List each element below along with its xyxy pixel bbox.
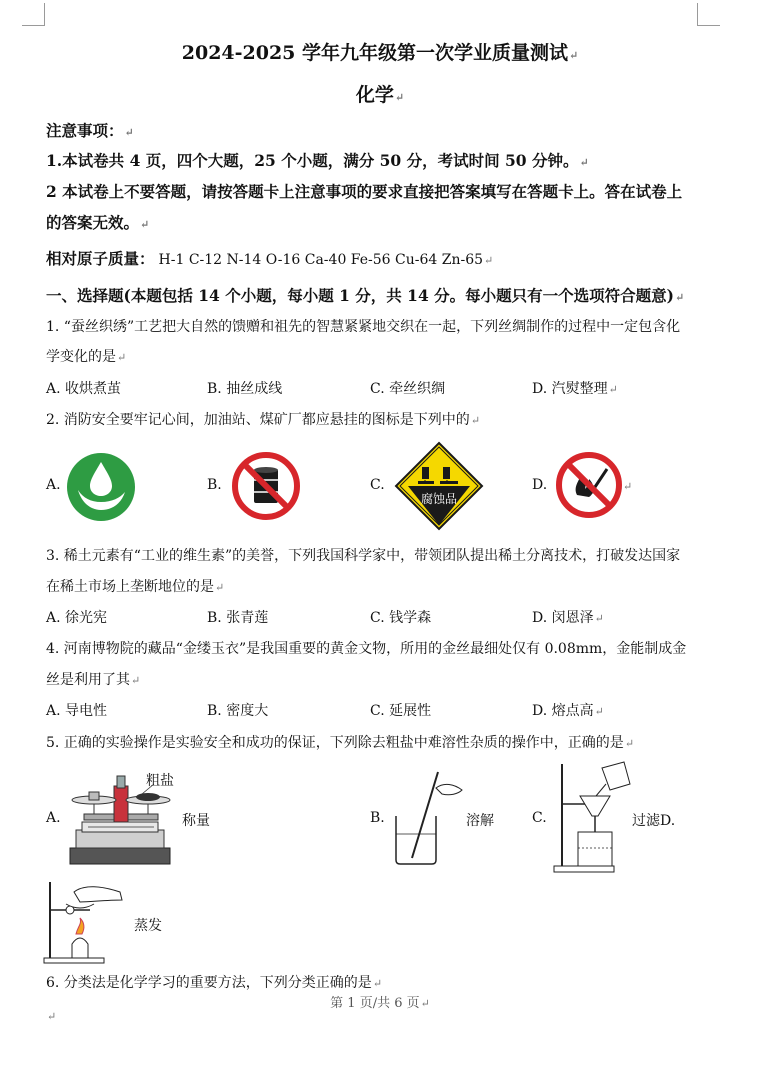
flammable-liquid-icon bbox=[66, 452, 136, 522]
dissolving-label bbox=[466, 810, 494, 830]
crude-salt-label bbox=[146, 770, 174, 790]
question-1-stem-line-1 bbox=[46, 316, 680, 336]
question-3-option-d bbox=[532, 607, 604, 627]
question-1-stem-line-2 bbox=[46, 346, 126, 366]
paragraph-mark: ↵ bbox=[579, 156, 589, 169]
question-6-text: 6. 分类法是化学学习的重要方法，下列分类正确的是 bbox=[46, 975, 372, 991]
paragraph-mark: ↵ bbox=[420, 997, 430, 1010]
option-d-text: D. 汽熨整理 bbox=[532, 381, 608, 397]
atomic-mass-line bbox=[46, 247, 493, 269]
paragraph-mark: ↵ bbox=[569, 49, 579, 62]
filtration-apparatus-figure bbox=[552, 760, 632, 874]
no-oil-drum-icon bbox=[231, 451, 301, 521]
page-number: 第 1 页/共 6 页 bbox=[330, 996, 420, 1011]
paragraph-mark: ↵ bbox=[372, 977, 383, 990]
question-5-option-a bbox=[46, 810, 61, 826]
section-1-heading-text: 一、选择题(本题包括 14 个小题，每小题 1 分，共 14 分。每小题只有一个选项符合题意) bbox=[46, 286, 674, 305]
question-5-text: 5. 正确的实验操作是实验安全和成功的保证，下列除去粗盐中难溶性杂质的操作中，正确的是 bbox=[46, 735, 624, 751]
notes-item-2-text: 2 本试卷上不要答题，请按答题卡上注意事项的要求直接把答案填写在答题卡上。答在试卷上 bbox=[46, 182, 683, 201]
question-4-text-cont: 丝是利用了其 bbox=[46, 672, 130, 688]
question-3-option-b bbox=[207, 607, 268, 627]
question-3-text-cont: 在稀土市场上垄断地位的是 bbox=[46, 579, 214, 595]
option-c-text: C. 钱学森 bbox=[370, 610, 432, 626]
question-3-stem-line-1 bbox=[46, 545, 680, 565]
option-b-text: B. bbox=[370, 810, 385, 826]
paragraph-mark: ↵ bbox=[624, 737, 635, 750]
weighing-label-text: 称量 bbox=[182, 813, 210, 829]
corrosive-warning-icon bbox=[394, 441, 484, 531]
exam-title bbox=[0, 38, 760, 65]
question-3-stem-line-2 bbox=[46, 576, 224, 596]
option-d-text: D. 闵恩泽 bbox=[532, 610, 594, 626]
question-1-option-b bbox=[207, 378, 282, 398]
section-1-heading bbox=[46, 284, 684, 306]
corner-mark-top-right bbox=[697, 3, 720, 26]
evaporation-apparatus-figure bbox=[44, 880, 140, 964]
option-a-text: A. 导电性 bbox=[46, 703, 108, 719]
paragraph-mark: ↵ bbox=[484, 254, 494, 267]
paragraph-mark: ↵ bbox=[470, 414, 481, 427]
notes-heading-text: 注意事项： bbox=[46, 121, 124, 140]
notes-item-2-line-2 bbox=[46, 211, 149, 233]
question-1-option-d bbox=[532, 378, 618, 398]
corner-mark-top-left bbox=[22, 3, 45, 26]
evaporation-label bbox=[134, 915, 162, 935]
page-footer bbox=[0, 992, 760, 1011]
paragraph-mark: ↵ bbox=[117, 351, 127, 364]
evaporation-label-text: 蒸发 bbox=[134, 918, 162, 934]
atomic-mass-label: 相对原子质量： bbox=[46, 249, 155, 268]
paragraph-mark: ↵ bbox=[131, 674, 141, 687]
notes-item-2-line-1 bbox=[46, 180, 682, 202]
filtration-label bbox=[632, 810, 675, 830]
question-5-option-b bbox=[370, 810, 385, 826]
atomic-mass-values: H-1 C-12 N-14 O-16 Ca-40 Fe-56 Cu-64 Zn-65 bbox=[158, 252, 484, 268]
question-1-option-a bbox=[46, 378, 121, 398]
notes-heading bbox=[46, 119, 134, 141]
paragraph-mark: ↵ bbox=[140, 218, 150, 231]
option-c-text: C. 延展性 bbox=[370, 703, 432, 719]
question-4-option-b bbox=[207, 700, 268, 720]
option-a-text: A. 收烘煮茧 bbox=[46, 381, 122, 397]
option-a-text: A. bbox=[46, 477, 61, 493]
option-c-text: C. bbox=[370, 477, 385, 493]
paragraph-mark: ↵ bbox=[674, 291, 685, 304]
question-6-stem bbox=[46, 972, 382, 992]
question-2-stem bbox=[46, 409, 480, 429]
question-1-option-c bbox=[370, 378, 445, 398]
exam-title-text: 2024-2025 学年九年级第一次学业质量测试 bbox=[181, 42, 569, 64]
weighing-label bbox=[182, 810, 210, 830]
paragraph-mark: ↵ bbox=[394, 91, 405, 104]
question-2-option-a bbox=[46, 477, 61, 493]
option-a-text: A. 徐光宪 bbox=[46, 610, 108, 626]
question-4-stem-line-1 bbox=[46, 638, 686, 658]
question-5-stem bbox=[46, 732, 634, 752]
question-4-stem-line-2 bbox=[46, 669, 140, 689]
question-4-option-d bbox=[532, 700, 604, 720]
option-b-text: B. 张青莲 bbox=[207, 610, 269, 626]
question-4-option-a bbox=[46, 700, 107, 720]
question-3-text: 3. 稀土元素有“工业的维生素”的美誉，下列我国科学家中，带领团队提出稀土分离技术，打破发达国家 bbox=[46, 548, 681, 564]
subject-title bbox=[0, 80, 760, 107]
question-2-option-b bbox=[207, 477, 222, 493]
corrosive-label-text: 腐蚀品 bbox=[420, 492, 457, 506]
paragraph-mark: ↵ bbox=[215, 581, 225, 594]
question-4-option-c bbox=[370, 700, 431, 720]
no-open-flame-icon bbox=[555, 451, 623, 519]
filtration-label-text: 过滤 bbox=[632, 813, 660, 829]
option-b-text: B. bbox=[207, 477, 222, 493]
question-2-text: 2. 消防安全要牢记心间，加油站、煤矿厂都应悬挂的图标是下列中的 bbox=[46, 412, 470, 428]
question-3-option-a bbox=[46, 607, 107, 627]
corrosive-label bbox=[415, 490, 463, 507]
question-2-option-c bbox=[370, 477, 385, 493]
paragraph-mark: ↵ bbox=[594, 705, 604, 718]
question-2-option-d bbox=[532, 477, 547, 493]
paragraph-mark: ↵ bbox=[608, 383, 618, 396]
subject-text: 化学 bbox=[355, 84, 394, 106]
paragraph-mark: ↵ bbox=[124, 126, 134, 139]
crude-salt-label-text: 粗盐 bbox=[146, 773, 174, 789]
notes-item-1-text: 1.本试卷共 4 页，四个大题，25 个小题，满分 50 分，考试时间 50 分钟。 bbox=[46, 151, 579, 170]
notes-item-1 bbox=[46, 149, 589, 171]
question-1-text-cont: 学变化的是 bbox=[46, 349, 116, 365]
question-1-text: 1. “蚕丝织绣”工艺把大自然的馈赠和祖先的智慧紧紧地交织在一起，下列丝绸制作的过程中一定包含化 bbox=[46, 319, 681, 335]
dissolving-beaker-figure bbox=[388, 768, 468, 868]
option-b-text: B. 密度大 bbox=[207, 703, 269, 719]
option-a-text: A. bbox=[46, 810, 61, 826]
option-d-text: D. bbox=[660, 813, 676, 829]
dissolving-label-text: 溶解 bbox=[466, 813, 494, 829]
paragraph-mark: ↵ bbox=[623, 480, 633, 493]
question-4-text: 4. 河南博物院的藏品“金缕玉衣”是我国重要的黄金文物，所用的金丝最细处仅有 0.08mm，金能制成金 bbox=[46, 641, 687, 657]
option-c-text: C. 牵丝织绸 bbox=[370, 381, 446, 397]
option-d-text: D. 熔点高 bbox=[532, 703, 594, 719]
option-c-text: C. bbox=[532, 810, 547, 826]
option-d-text: D. bbox=[532, 477, 548, 493]
paragraph-mark: ↵ bbox=[594, 612, 604, 625]
notes-item-2-text-cont: 的答案无效。 bbox=[46, 213, 140, 232]
question-3-option-c bbox=[370, 607, 431, 627]
option-b-text: B. 抽丝成线 bbox=[207, 381, 283, 397]
question-5-option-c bbox=[532, 810, 547, 826]
paragraph-mark: ↵ bbox=[47, 1010, 57, 1023]
